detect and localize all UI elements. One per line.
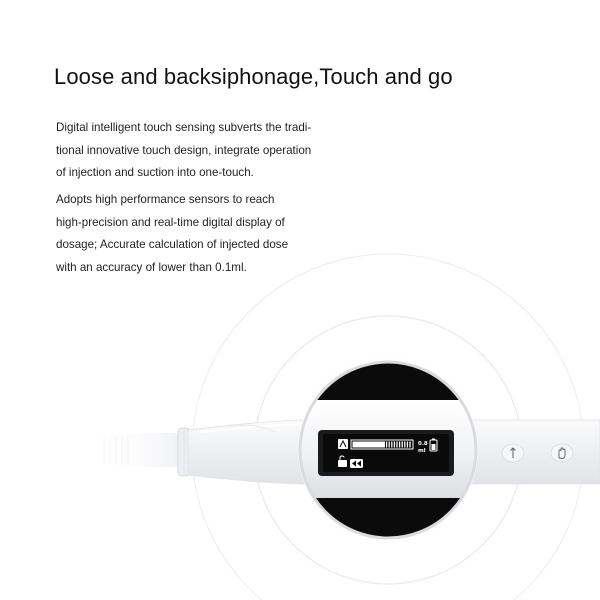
dose-bar-tick xyxy=(389,442,390,448)
rewind-icon xyxy=(350,459,363,468)
dose-bar-solid xyxy=(353,442,385,448)
dose-bar-fill xyxy=(353,442,411,448)
dose-value: 0.8 xyxy=(418,441,428,447)
gauge-icon xyxy=(338,439,348,449)
dose-unit: ml xyxy=(418,448,426,454)
description-line: tional innovative touch design, integrate operation xyxy=(56,143,312,157)
description-line: with an accuracy of lower than 0.1ml. xyxy=(56,260,247,274)
dose-bar-tick xyxy=(409,442,410,448)
dose-bar-tick xyxy=(396,442,397,448)
description-line: dosage; Accurate calculation of injected dose xyxy=(56,238,289,251)
button-touch[interactable] xyxy=(551,444,573,462)
dose-bar-tick xyxy=(386,442,387,448)
description-line: of injection and suction into one-touch. xyxy=(56,166,254,179)
dose-bar-tick xyxy=(404,442,405,448)
description-line: high-precision and real-time digital display of xyxy=(56,215,285,229)
device-tip xyxy=(96,428,190,476)
description-line: Digital intelligent touch sensing subverts the tradi- xyxy=(56,121,312,134)
button-suction[interactable] xyxy=(502,444,524,462)
dose-bar-tick xyxy=(399,442,400,448)
dose-bar-tick xyxy=(391,442,392,448)
dose-bar-tick xyxy=(402,442,403,448)
headline: Loose and backsiphonage,Touch and go xyxy=(54,64,453,89)
dose-bar-tick xyxy=(407,442,408,448)
description-line: Adopts high performance sensors to reach xyxy=(56,193,275,206)
dose-bar-tick xyxy=(394,442,395,448)
